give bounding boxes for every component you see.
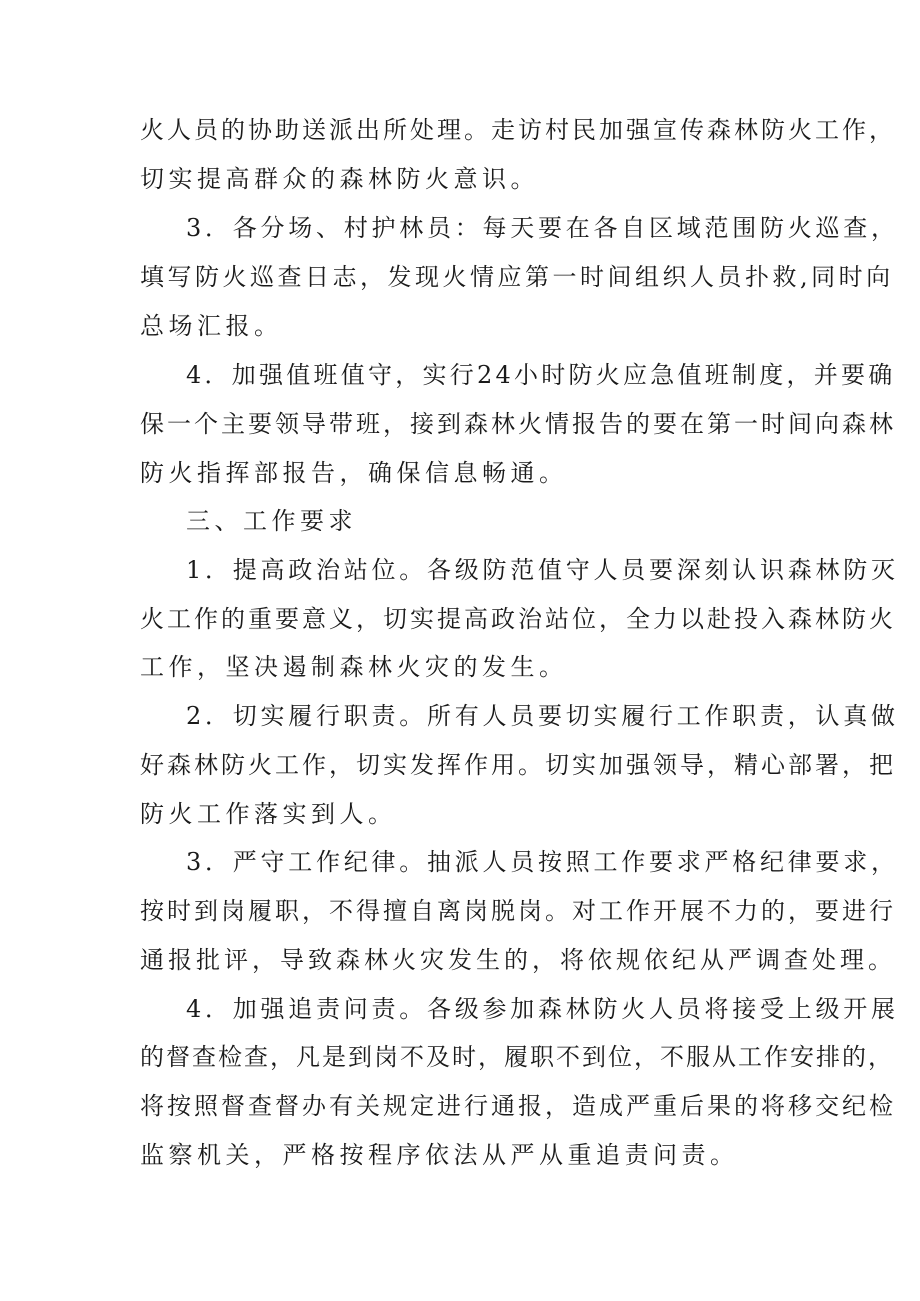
paragraph-first-line: 3．严守工作纪律。抽派人员按照工作要求严格纪律要求， — [186, 848, 899, 876]
text-line: 防火指挥部报告，确保信息畅通。 — [140, 459, 568, 487]
text-line: 切实提高群众的森林防火意识。 — [140, 165, 539, 193]
paragraph-first-line: 4．加强值班值守，实行24小时防火应急值班制度，并要确 — [186, 361, 896, 389]
text-line: 防火工作落实到人。 — [140, 800, 397, 828]
text-line: 按时到岗履职，不得擅自离岗脱岗。对工作开展不力的，要进行 — [140, 897, 896, 925]
text-line: 火人员的协助送派出所处理。走访村民加强宣传森林防火工作， — [140, 116, 896, 144]
text-line: 监察机关，严格按程序依法从严从重追责问责。 — [140, 1141, 739, 1169]
text-line: 将按照督查督办有关规定进行通报，造成严重后果的将移交纪检 — [140, 1092, 896, 1120]
paragraph-first-line: 2．切实履行职责。所有人员要切实履行工作职责，认真做 — [186, 702, 899, 730]
text-line: 好森林防火工作，切实发挥作用。切实加强领导，精心部署，把 — [140, 751, 896, 779]
text-line: 火工作的重要意义，切实提高政治站位，全力以赴投入森林防火 — [140, 605, 896, 633]
text-line: 填写防火巡查日志，发现火情应第一时间组织人员扑救,同时向 — [140, 263, 894, 291]
text-line: 工作，坚决遏制森林火灾的发生。 — [140, 653, 568, 681]
text-line: 通报批评，导致森林火灾发生的，将依规依纪从严调查处理。 — [140, 946, 896, 974]
section-heading: 三、工作要求 — [186, 507, 357, 535]
paragraph-first-line: 3．各分场、村护林员：每天要在各自区域范围防火巡查， — [186, 214, 899, 242]
text-line: 总场汇报。 — [140, 312, 283, 340]
paragraph-first-line: 1．提高政治站位。各级防范值守人员要深刻认识森林防灭 — [186, 556, 899, 584]
paragraph-first-line: 4．加强追责问责。各级参加森林防火人员将接受上级开展 — [186, 995, 899, 1023]
text-line: 保一个主要领导带班，接到森林火情报告的要在第一时间向森林 — [140, 410, 896, 438]
text-line: 的督查检查，凡是到岗不及时，履职不到位，不服从工作安排的， — [140, 1043, 894, 1071]
